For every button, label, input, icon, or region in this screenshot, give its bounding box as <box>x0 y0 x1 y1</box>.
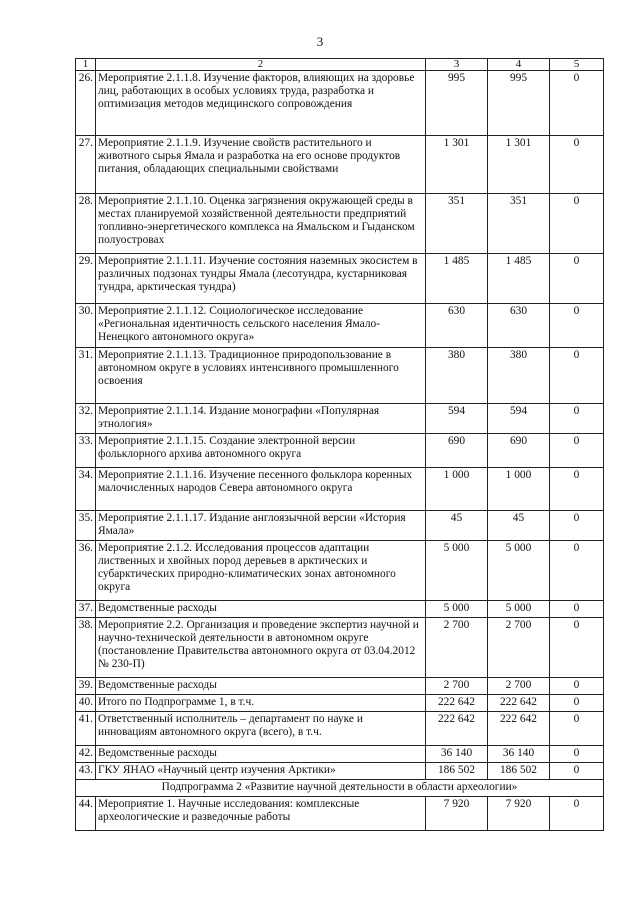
table-row <box>76 434 604 468</box>
row-value-col5: 0 <box>550 601 604 618</box>
row-description: Мероприятие 2.1.1.8. Изучение факторов, влияющих на здоровье лиц, работающих в особых условиях труда, разработка и оптимизация методов медицинского сопровождения <box>96 71 426 136</box>
row-value-col3: 222 642 <box>426 695 488 712</box>
table-row <box>76 695 604 712</box>
row-value-col3: 5 000 <box>426 541 488 601</box>
table-row <box>76 712 604 746</box>
table-row <box>76 541 604 601</box>
row-value-col4: 380 <box>488 348 550 404</box>
row-value-col5: 0 <box>550 746 604 763</box>
row-value-col4: 1 301 <box>488 136 550 194</box>
section-row <box>76 780 604 797</box>
row-value-col5: 0 <box>550 136 604 194</box>
row-description: Мероприятие 2.1.1.10. Оценка загрязнения окружающей среды в местах планируемой хозяйственной деятельности предприятий топливно-энергетического комплекса на Ямальском и Гыданском полуостровах <box>96 194 426 254</box>
row-value-col3: 1 000 <box>426 468 488 511</box>
row-value-col5: 0 <box>550 404 604 434</box>
budget-table <box>75 58 604 831</box>
row-description: Мероприятие 2.1.1.16. Изучение песенного фольклора коренных малочисленных народов Севера автономного округа <box>96 468 426 511</box>
row-value-col5: 0 <box>550 541 604 601</box>
table-row <box>76 746 604 763</box>
row-value-col5: 0 <box>550 71 604 136</box>
row-value-col3: 380 <box>426 348 488 404</box>
row-value-col3: 690 <box>426 434 488 468</box>
table-row <box>76 404 604 434</box>
header-row <box>76 59 604 71</box>
table-row <box>76 618 604 678</box>
row-value-col4: 1 000 <box>488 468 550 511</box>
row-value-col4: 186 502 <box>488 763 550 780</box>
row-number: 27. <box>76 136 96 194</box>
row-description: Мероприятие 2.1.1.9. Изучение свойств растительного и животного сырья Ямала и разработка на его основе продуктов питания, обладающих специальными свойствами <box>96 136 426 194</box>
header-col-3: 3 <box>426 59 488 71</box>
row-value-col5: 0 <box>550 763 604 780</box>
table-row <box>76 678 604 695</box>
row-number: 38. <box>76 618 96 678</box>
section-header-body <box>76 780 604 797</box>
table-row <box>76 468 604 511</box>
table-row <box>76 136 604 194</box>
section-title: Подпрограмма 2 «Развитие научной деятельности в области археологии» <box>76 780 604 797</box>
row-value-col5: 0 <box>550 511 604 541</box>
row-value-col3: 1 301 <box>426 136 488 194</box>
row-value-col4: 1 485 <box>488 254 550 304</box>
row-value-col3: 630 <box>426 304 488 348</box>
row-value-col3: 594 <box>426 404 488 434</box>
table-row <box>76 763 604 780</box>
row-description: Итого по Подпрограмме 1, в т.ч. <box>96 695 426 712</box>
row-value-col5: 0 <box>550 618 604 678</box>
row-number: 32. <box>76 404 96 434</box>
row-value-col3: 45 <box>426 511 488 541</box>
row-value-col4: 5 000 <box>488 541 550 601</box>
row-description: Мероприятие 2.1.1.15. Создание электронной версии фольклорного архива автономного округа <box>96 434 426 468</box>
row-number: 42. <box>76 746 96 763</box>
row-value-col4: 630 <box>488 304 550 348</box>
row-value-col5: 0 <box>550 468 604 511</box>
row-value-col5: 0 <box>550 678 604 695</box>
table-body-before-section <box>76 71 604 780</box>
row-value-col4: 351 <box>488 194 550 254</box>
row-description: Мероприятие 2.1.1.17. Издание англоязычной версии «История Ямала» <box>96 511 426 541</box>
row-value-col3: 995 <box>426 71 488 136</box>
row-value-col3: 351 <box>426 194 488 254</box>
row-value-col3: 7 920 <box>426 797 488 831</box>
row-value-col5: 0 <box>550 434 604 468</box>
row-value-col5: 0 <box>550 194 604 254</box>
row-number: 33. <box>76 434 96 468</box>
table-row <box>76 71 604 136</box>
row-value-col5: 0 <box>550 695 604 712</box>
table-row <box>76 797 604 831</box>
row-description: Ведомственные расходы <box>96 601 426 618</box>
row-number: 39. <box>76 678 96 695</box>
row-value-col4: 5 000 <box>488 601 550 618</box>
table-row <box>76 304 604 348</box>
row-description: Мероприятие 2.2. Организация и проведение экспертиз научной и научно-технической деятельности в автономном округе (постановление Правительства автономного округа от 03.04.2012 № 230-П) <box>96 618 426 678</box>
row-value-col3: 2 700 <box>426 678 488 695</box>
row-value-col3: 5 000 <box>426 601 488 618</box>
row-value-col4: 222 642 <box>488 712 550 746</box>
table-row <box>76 254 604 304</box>
row-number: 28. <box>76 194 96 254</box>
row-value-col4: 594 <box>488 404 550 434</box>
row-description: Мероприятие 1. Научные исследования: комплексные археологические и разведочные работы <box>96 797 426 831</box>
row-value-col4: 2 700 <box>488 678 550 695</box>
table-row <box>76 194 604 254</box>
row-description: Мероприятие 2.1.1.13. Традиционное природопользование в автономном округе в условиях интенсивного промышленного освоения <box>96 348 426 404</box>
header-col-1: 1 <box>76 59 96 71</box>
row-value-col5: 0 <box>550 797 604 831</box>
row-value-col3: 1 485 <box>426 254 488 304</box>
row-value-col4: 222 642 <box>488 695 550 712</box>
row-description: Мероприятие 2.1.1.12. Социологическое исследование «Региональная идентичность сельского населения Ямало-Ненецкого автономного округа» <box>96 304 426 348</box>
row-description: Мероприятие 2.1.1.11. Изучение состояния наземных экосистем в различных подзонах тундры Ямала (лесотундра, кустарниковая тундра, арктическая тундра) <box>96 254 426 304</box>
row-number: 44. <box>76 797 96 831</box>
row-description: Мероприятие 2.1.2. Исследования процессов адаптации лиственных и хвойных пород деревьев в арктических и субарктических природно-климатических зонах автономного округа <box>96 541 426 601</box>
table-row <box>76 601 604 618</box>
row-description: Мероприятие 2.1.1.14. Издание монографии «Популярная этнология» <box>96 404 426 434</box>
row-value-col5: 0 <box>550 348 604 404</box>
row-number: 40. <box>76 695 96 712</box>
row-value-col4: 2 700 <box>488 618 550 678</box>
row-value-col4: 36 140 <box>488 746 550 763</box>
row-value-col3: 2 700 <box>426 618 488 678</box>
header-col-2: 2 <box>96 59 426 71</box>
row-number: 37. <box>76 601 96 618</box>
row-value-col5: 0 <box>550 304 604 348</box>
row-description: Ведомственные расходы <box>96 678 426 695</box>
row-value-col4: 45 <box>488 511 550 541</box>
header-col-4: 4 <box>488 59 550 71</box>
row-value-col3: 36 140 <box>426 746 488 763</box>
row-number: 43. <box>76 763 96 780</box>
row-number: 35. <box>76 511 96 541</box>
row-value-col5: 0 <box>550 712 604 746</box>
table-body-after-section <box>76 797 604 831</box>
row-number: 36. <box>76 541 96 601</box>
row-value-col4: 7 920 <box>488 797 550 831</box>
header-col-5: 5 <box>550 59 604 71</box>
row-value-col4: 690 <box>488 434 550 468</box>
table-row <box>76 511 604 541</box>
row-value-col4: 995 <box>488 71 550 136</box>
row-number: 34. <box>76 468 96 511</box>
row-number: 30. <box>76 304 96 348</box>
row-number: 31. <box>76 348 96 404</box>
row-value-col3: 186 502 <box>426 763 488 780</box>
row-value-col5: 0 <box>550 254 604 304</box>
page-number: 3 <box>316 34 324 49</box>
row-number: 26. <box>76 71 96 136</box>
row-description: Ответственный исполнитель – департамент по науке и инновациям автономного округа (всего), в т.ч. <box>96 712 426 746</box>
row-description: ГКУ ЯНАО «Научный центр изучения Арктики» <box>96 763 426 780</box>
row-number: 41. <box>76 712 96 746</box>
row-description: Ведомственные расходы <box>96 746 426 763</box>
row-number: 29. <box>76 254 96 304</box>
row-value-col3: 222 642 <box>426 712 488 746</box>
table-row <box>76 348 604 404</box>
